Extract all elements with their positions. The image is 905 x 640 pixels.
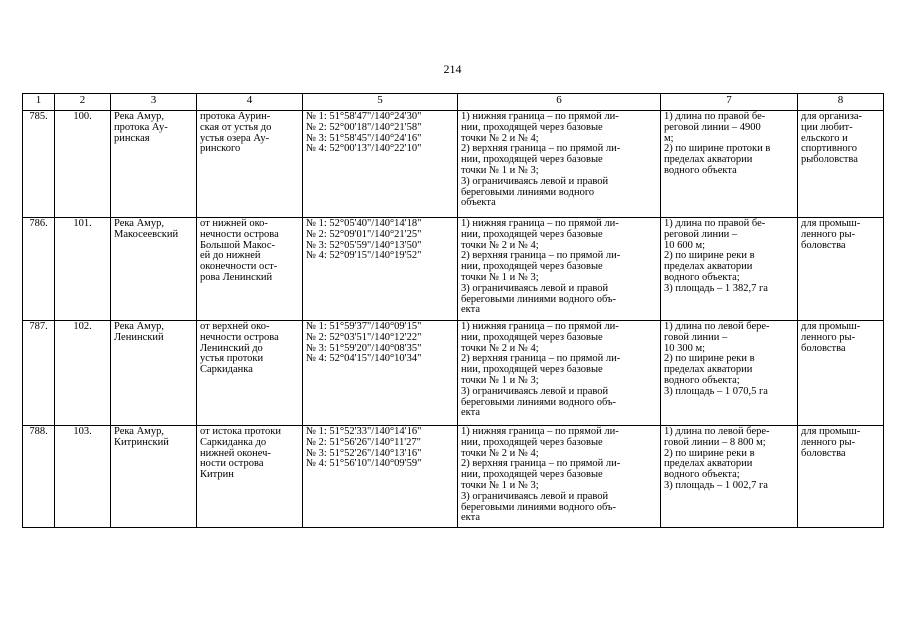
area-size: 1) длина по правой бе- реговой линии – 4900 м; 2) по ширине протоки в пределах акватории водного объекта bbox=[661, 111, 798, 218]
fishing-purpose: для промыш- ленного ры- боловства bbox=[798, 218, 884, 321]
fishing-purpose: для промыш- ленного ры- боловства bbox=[798, 321, 884, 426]
column-header: 1 bbox=[23, 94, 55, 111]
column-header: 3 bbox=[111, 94, 197, 111]
table-row bbox=[23, 218, 884, 321]
column-header: 5 bbox=[303, 94, 458, 111]
section-number: 100. bbox=[55, 111, 111, 218]
fishing-areas-table bbox=[22, 93, 884, 528]
area-boundaries: от нижней око- нечности острова Большой Макос- ей до нижней оконечности ост- рова Ленинский bbox=[197, 218, 303, 321]
section-number: 103. bbox=[55, 426, 111, 528]
row-number: 786. bbox=[23, 218, 55, 321]
column-header: 8 bbox=[798, 94, 884, 111]
column-header: 2 bbox=[55, 94, 111, 111]
row-number: 788. bbox=[23, 426, 55, 528]
water-body-name: Река Амур, протока Ау- ринская bbox=[111, 111, 197, 218]
page-number: 214 bbox=[443, 62, 462, 76]
water-body-name: Река Амур, Макосеевский bbox=[111, 218, 197, 321]
base-point-coordinates: № 1: 51°59'37"/140°09'15" № 2: 52°03'51"/140°12'22" № 3: 51°59'20"/140°08'35" № 4: 52°04'15"/140°10'34" bbox=[303, 321, 458, 426]
boundary-description: 1) нижняя граница – по прямой ли- нии, проходящей через базовые точки № 2 и № 4; 2) верхняя граница – по прямой ли- нии, проходящей через базовые точки № 1 и № 3; 3) ограничиваясь левой и правой береговыми линиями водного объ- екта bbox=[458, 426, 661, 528]
column-header: 7 bbox=[661, 94, 798, 111]
section-number: 101. bbox=[55, 218, 111, 321]
table-row bbox=[23, 111, 884, 218]
row-number: 787. bbox=[23, 321, 55, 426]
header-row bbox=[23, 94, 884, 111]
water-body-name: Река Амур, Китринский bbox=[111, 426, 197, 528]
boundary-description: 1) нижняя граница – по прямой ли- нии, проходящей через базовые точки № 2 и № 4; 2) верхняя граница – по прямой ли- нии, проходящей через базовые точки № 1 и № 3; 3) ограничиваясь левой и правой береговыми линиями водного объекта bbox=[458, 111, 661, 218]
base-point-coordinates: № 1: 52°05'40"/140°14'18" № 2: 52°09'01"/140°21'25" № 3: 52°05'59"/140°13'50" № 4: 52°09'15"/140°19'52" bbox=[303, 218, 458, 321]
base-point-coordinates: № 1: 51°58'47"/140°24'30" № 2: 52°00'18"/140°21'58" № 3: 51°58'45"/140°24'16" № 4: 52°00'13"/140°22'10" bbox=[303, 111, 458, 218]
area-boundaries: от верхней око- нечности острова Ленинский до устья протоки Саркиданка bbox=[197, 321, 303, 426]
area-size: 1) длина по левой бере- говой линии – 10 300 м; 2) по ширине реки в пределах акватории водного объекта; 3) площадь – 1 070,5 га bbox=[661, 321, 798, 426]
base-point-coordinates: № 1: 51°52'33"/140°14'16" № 2: 51°56'26"/140°11'27" № 3: 51°52'26"/140°13'16" № 4: 51°56'10"/140°09'59" bbox=[303, 426, 458, 528]
boundary-description: 1) нижняя граница – по прямой ли- нии, проходящей через базовые точки № 2 и № 4; 2) верхняя граница – по прямой ли- нии, проходящей через базовые точки № 1 и № 3; 3) ограничиваясь левой и правой береговыми линиями водного объ- екта bbox=[458, 321, 661, 426]
area-size: 1) длина по правой бе- реговой линии – 10 600 м; 2) по ширине реки в пределах акватории водного объекта; 3) площадь – 1 382,7 га bbox=[661, 218, 798, 321]
area-boundaries: протока Аурин- ская от устья до устья озера Ау- ринского bbox=[197, 111, 303, 218]
column-header: 6 bbox=[458, 94, 661, 111]
fishing-purpose: для организа- ции любит- ельского и спортивного рыболовства bbox=[798, 111, 884, 218]
fishing-purpose: для промыш- ленного ры- боловства bbox=[798, 426, 884, 528]
row-number: 785. bbox=[23, 111, 55, 218]
table-row bbox=[23, 321, 884, 426]
area-size: 1) длина по левой бере- говой линии – 8 800 м; 2) по ширине реки в пределах акватории водного объекта; 3) площадь – 1 002,7 га bbox=[661, 426, 798, 528]
column-header: 4 bbox=[197, 94, 303, 111]
area-boundaries: от истока протоки Саркиданка до нижней оконеч- ности острова Китрин bbox=[197, 426, 303, 528]
boundary-description: 1) нижняя граница – по прямой ли- нии, проходящей через базовые точки № 2 и № 4; 2) верхняя граница – по прямой ли- нии, проходящей через базовые точки № 1 и № 3; 3) ограничиваясь левой и правой береговыми линиями водного объ- екта bbox=[458, 218, 661, 321]
section-number: 102. bbox=[55, 321, 111, 426]
table-row bbox=[23, 426, 884, 528]
water-body-name: Река Амур, Ленинский bbox=[111, 321, 197, 426]
